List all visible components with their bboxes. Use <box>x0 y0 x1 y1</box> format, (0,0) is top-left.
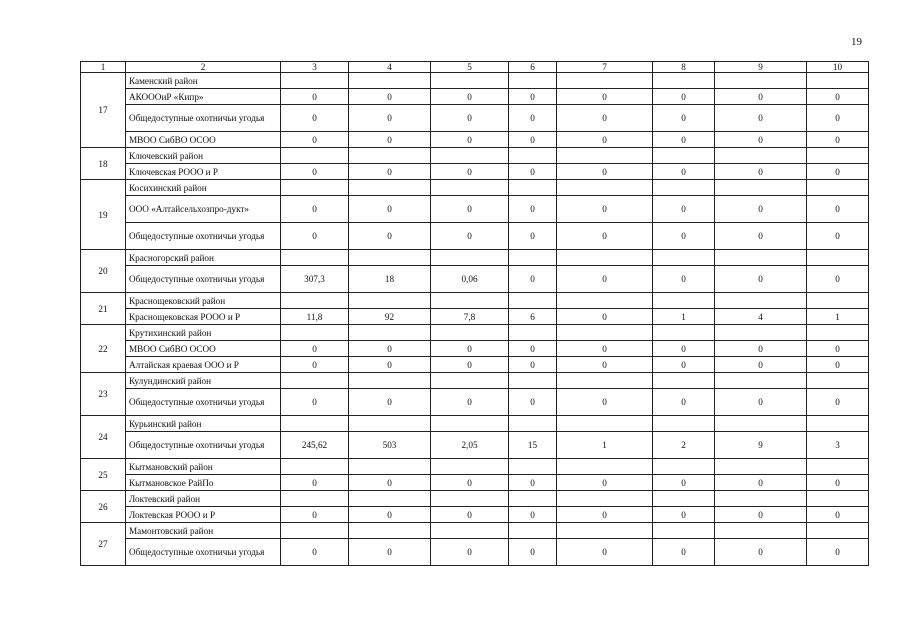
value-cell: 0 <box>281 389 349 416</box>
value-cell: 0 <box>557 223 653 250</box>
empty-cell <box>557 491 653 507</box>
value-cell: 0 <box>349 89 431 105</box>
row-number: 21 <box>81 293 126 325</box>
district-name: Ключевский район <box>126 148 281 164</box>
value-cell: 0 <box>509 196 557 223</box>
empty-cell <box>557 180 653 196</box>
value-cell: 92 <box>349 309 431 325</box>
value-cell: 0 <box>557 196 653 223</box>
empty-cell <box>431 523 509 539</box>
value-cell: 0 <box>807 89 869 105</box>
table-row <box>81 105 869 132</box>
value-cell: 0 <box>715 164 807 180</box>
value-cell: 0 <box>349 475 431 491</box>
empty-cell <box>509 180 557 196</box>
value-cell: 0 <box>349 196 431 223</box>
value-cell: 0 <box>431 132 509 148</box>
empty-cell <box>653 416 715 432</box>
column-header: 3 <box>281 62 349 73</box>
value-cell: 0 <box>653 539 715 566</box>
empty-cell <box>653 73 715 89</box>
table-row <box>81 223 869 250</box>
table-row <box>81 357 869 373</box>
empty-cell <box>653 148 715 164</box>
district-row <box>81 459 869 475</box>
value-cell: 0 <box>281 539 349 566</box>
empty-cell <box>281 416 349 432</box>
district-row <box>81 73 869 89</box>
value-cell: 0,06 <box>431 266 509 293</box>
empty-cell <box>281 491 349 507</box>
value-cell: 0 <box>281 341 349 357</box>
district-row <box>81 250 869 266</box>
empty-cell <box>431 180 509 196</box>
value-cell: 0 <box>715 389 807 416</box>
organization-name: МВОО СибВО ОСОО <box>126 132 281 148</box>
value-cell: 0 <box>509 475 557 491</box>
header-row <box>81 62 869 73</box>
value-cell: 0 <box>715 539 807 566</box>
value-cell: 0 <box>509 132 557 148</box>
value-cell: 0 <box>431 475 509 491</box>
district-row <box>81 491 869 507</box>
empty-cell <box>281 250 349 266</box>
value-cell: 0 <box>509 105 557 132</box>
value-cell: 0 <box>557 475 653 491</box>
empty-cell <box>509 523 557 539</box>
value-cell: 0 <box>557 266 653 293</box>
district-row <box>81 416 869 432</box>
value-cell: 0 <box>807 357 869 373</box>
empty-cell <box>509 416 557 432</box>
value-cell: 1 <box>557 432 653 459</box>
value-cell: 0 <box>653 196 715 223</box>
empty-cell <box>715 180 807 196</box>
empty-cell <box>715 416 807 432</box>
value-cell: 0 <box>431 89 509 105</box>
value-cell: 0 <box>653 223 715 250</box>
row-number: 24 <box>81 416 126 459</box>
district-name: Каменский район <box>126 73 281 89</box>
value-cell: 0 <box>509 266 557 293</box>
table-row <box>81 266 869 293</box>
organization-name: ООО «Алтайсельхозпро-дукт» <box>126 196 281 223</box>
value-cell: 0 <box>557 309 653 325</box>
organization-name: Краснощековская РООО и Р <box>126 309 281 325</box>
value-cell: 0 <box>807 223 869 250</box>
value-cell: 0 <box>509 164 557 180</box>
value-cell: 0 <box>509 389 557 416</box>
column-header: 9 <box>715 62 807 73</box>
value-cell: 0 <box>349 507 431 523</box>
empty-cell <box>557 459 653 475</box>
empty-cell <box>349 491 431 507</box>
district-name: Косихинский район <box>126 180 281 196</box>
value-cell: 0 <box>653 341 715 357</box>
empty-cell <box>509 250 557 266</box>
value-cell: 15 <box>509 432 557 459</box>
value-cell: 0 <box>349 539 431 566</box>
value-cell: 7,8 <box>431 309 509 325</box>
value-cell: 0 <box>557 539 653 566</box>
empty-cell <box>431 73 509 89</box>
empty-cell <box>807 523 869 539</box>
empty-cell <box>715 250 807 266</box>
column-header: 6 <box>509 62 557 73</box>
row-number: 20 <box>81 250 126 293</box>
empty-cell <box>349 459 431 475</box>
value-cell: 0 <box>807 539 869 566</box>
empty-cell <box>653 459 715 475</box>
empty-cell <box>349 293 431 309</box>
value-cell: 2 <box>653 432 715 459</box>
empty-cell <box>281 523 349 539</box>
value-cell: 0 <box>431 389 509 416</box>
row-number: 22 <box>81 325 126 373</box>
empty-cell <box>431 250 509 266</box>
district-name: Мамонтовский район <box>126 523 281 539</box>
value-cell: 11,8 <box>281 309 349 325</box>
empty-cell <box>349 325 431 341</box>
organization-name: Ключевская РООО и Р <box>126 164 281 180</box>
value-cell: 4 <box>715 309 807 325</box>
value-cell: 0 <box>281 357 349 373</box>
empty-cell <box>431 148 509 164</box>
empty-cell <box>431 416 509 432</box>
value-cell: 0 <box>349 164 431 180</box>
value-cell: 9 <box>715 432 807 459</box>
column-header: 7 <box>557 62 653 73</box>
table-row <box>81 507 869 523</box>
empty-cell <box>509 373 557 389</box>
value-cell: 0 <box>557 132 653 148</box>
empty-cell <box>349 180 431 196</box>
empty-cell <box>557 325 653 341</box>
district-name: Кытмановский район <box>126 459 281 475</box>
empty-cell <box>509 325 557 341</box>
empty-cell <box>715 73 807 89</box>
district-row <box>81 293 869 309</box>
empty-cell <box>509 148 557 164</box>
value-cell: 0 <box>807 475 869 491</box>
empty-cell <box>715 523 807 539</box>
empty-cell <box>557 293 653 309</box>
value-cell: 1 <box>807 309 869 325</box>
value-cell: 0 <box>431 357 509 373</box>
district-name: Краснощековский район <box>126 293 281 309</box>
value-cell: 0 <box>509 341 557 357</box>
value-cell: 0 <box>349 389 431 416</box>
empty-cell <box>431 325 509 341</box>
row-number: 27 <box>81 523 126 566</box>
value-cell: 0 <box>557 89 653 105</box>
empty-cell <box>653 180 715 196</box>
empty-cell <box>715 491 807 507</box>
value-cell: 0 <box>349 223 431 250</box>
table-row <box>81 539 869 566</box>
value-cell: 0 <box>807 164 869 180</box>
value-cell: 0 <box>557 389 653 416</box>
district-row <box>81 148 869 164</box>
empty-cell <box>557 416 653 432</box>
value-cell: 0 <box>281 507 349 523</box>
row-number: 23 <box>81 373 126 416</box>
value-cell: 18 <box>349 266 431 293</box>
table-row <box>81 196 869 223</box>
empty-cell <box>807 73 869 89</box>
value-cell: 0 <box>653 266 715 293</box>
value-cell: 0 <box>653 89 715 105</box>
empty-cell <box>281 459 349 475</box>
empty-cell <box>349 523 431 539</box>
empty-cell <box>715 148 807 164</box>
value-cell: 0 <box>653 132 715 148</box>
empty-cell <box>807 325 869 341</box>
empty-cell <box>281 325 349 341</box>
value-cell: 0 <box>715 196 807 223</box>
empty-cell <box>509 73 557 89</box>
value-cell: 0 <box>557 357 653 373</box>
value-cell: 0 <box>509 89 557 105</box>
table-body <box>81 62 869 566</box>
empty-cell <box>349 373 431 389</box>
value-cell: 0 <box>715 266 807 293</box>
value-cell: 0 <box>431 164 509 180</box>
empty-cell <box>281 148 349 164</box>
value-cell: 0 <box>509 539 557 566</box>
value-cell: 0 <box>653 507 715 523</box>
value-cell: 0 <box>349 341 431 357</box>
district-name: Курьинский район <box>126 416 281 432</box>
value-cell: 0 <box>281 223 349 250</box>
empty-cell <box>349 73 431 89</box>
table-row <box>81 309 869 325</box>
row-number: 25 <box>81 459 126 491</box>
empty-cell <box>431 491 509 507</box>
organization-name: Алтайская краевая ООО и Р <box>126 357 281 373</box>
value-cell: 0 <box>715 341 807 357</box>
empty-cell <box>653 250 715 266</box>
value-cell: 0 <box>715 475 807 491</box>
district-name: Красногорский район <box>126 250 281 266</box>
value-cell: 0 <box>281 105 349 132</box>
empty-cell <box>715 325 807 341</box>
organization-name: Кытмановское РайПо <box>126 475 281 491</box>
empty-cell <box>653 491 715 507</box>
value-cell: 0 <box>653 105 715 132</box>
empty-cell <box>349 416 431 432</box>
value-cell: 0 <box>431 105 509 132</box>
organization-name: АКОООиР «Кипр» <box>126 89 281 105</box>
column-header: 8 <box>653 62 715 73</box>
value-cell: 6 <box>509 309 557 325</box>
value-cell: 0 <box>281 132 349 148</box>
empty-cell <box>807 459 869 475</box>
value-cell: 307,3 <box>281 266 349 293</box>
organization-name: Общедоступные охотничьи угодья <box>126 389 281 416</box>
table-row <box>81 164 869 180</box>
empty-cell <box>281 73 349 89</box>
district-row <box>81 180 869 196</box>
empty-cell <box>349 148 431 164</box>
district-name: Кулундинский район <box>126 373 281 389</box>
value-cell: 245,62 <box>281 432 349 459</box>
row-number: 18 <box>81 148 126 180</box>
empty-cell <box>807 180 869 196</box>
empty-cell <box>807 250 869 266</box>
row-number: 26 <box>81 491 126 523</box>
empty-cell <box>557 73 653 89</box>
column-header: 5 <box>431 62 509 73</box>
organization-name: МВОО СибВО ОСОО <box>126 341 281 357</box>
value-cell: 0 <box>431 507 509 523</box>
empty-cell <box>509 293 557 309</box>
value-cell: 0 <box>509 223 557 250</box>
value-cell: 503 <box>349 432 431 459</box>
empty-cell <box>715 373 807 389</box>
value-cell: 0 <box>653 357 715 373</box>
empty-cell <box>653 293 715 309</box>
value-cell: 0 <box>281 164 349 180</box>
value-cell: 0 <box>715 357 807 373</box>
empty-cell <box>349 250 431 266</box>
column-header: 2 <box>126 62 281 73</box>
empty-cell <box>807 373 869 389</box>
value-cell: 0 <box>281 196 349 223</box>
value-cell: 0 <box>557 164 653 180</box>
empty-cell <box>557 523 653 539</box>
empty-cell <box>807 293 869 309</box>
value-cell: 0 <box>715 105 807 132</box>
empty-cell <box>431 459 509 475</box>
value-cell: 0 <box>431 539 509 566</box>
value-cell: 0 <box>281 475 349 491</box>
value-cell: 0 <box>349 357 431 373</box>
value-cell: 0 <box>807 389 869 416</box>
organization-name: Общедоступные охотничьи угодья <box>126 105 281 132</box>
value-cell: 0 <box>557 105 653 132</box>
empty-cell <box>557 250 653 266</box>
value-cell: 0 <box>653 164 715 180</box>
value-cell: 0 <box>281 89 349 105</box>
value-cell: 3 <box>807 432 869 459</box>
table-row <box>81 132 869 148</box>
empty-cell <box>715 459 807 475</box>
value-cell: 0 <box>431 223 509 250</box>
value-cell: 0 <box>807 266 869 293</box>
value-cell: 0 <box>715 89 807 105</box>
value-cell: 0 <box>807 132 869 148</box>
empty-cell <box>431 373 509 389</box>
empty-cell <box>557 148 653 164</box>
row-number: 17 <box>81 73 126 148</box>
empty-cell <box>509 459 557 475</box>
empty-cell <box>509 491 557 507</box>
district-row <box>81 523 869 539</box>
table-row <box>81 432 869 459</box>
district-row <box>81 373 869 389</box>
organization-name: Общедоступные охотничьи угодья <box>126 432 281 459</box>
table-row <box>81 89 869 105</box>
value-cell: 0 <box>715 223 807 250</box>
district-row <box>81 325 869 341</box>
empty-cell <box>557 373 653 389</box>
table-row <box>81 475 869 491</box>
empty-cell <box>715 293 807 309</box>
empty-cell <box>807 416 869 432</box>
value-cell: 0 <box>807 196 869 223</box>
value-cell: 0 <box>807 507 869 523</box>
value-cell: 2,05 <box>431 432 509 459</box>
organization-name: Общедоступные охотничьи угодья <box>126 539 281 566</box>
table-row <box>81 389 869 416</box>
value-cell: 0 <box>349 105 431 132</box>
empty-cell <box>281 373 349 389</box>
value-cell: 0 <box>653 389 715 416</box>
value-cell: 0 <box>653 475 715 491</box>
value-cell: 0 <box>349 132 431 148</box>
district-name: Крутихинский район <box>126 325 281 341</box>
value-cell: 0 <box>807 341 869 357</box>
value-cell: 0 <box>509 357 557 373</box>
organization-name: Общедоступные охотничьи угодья <box>126 266 281 293</box>
empty-cell <box>653 325 715 341</box>
page-number: 19 <box>851 36 862 48</box>
organization-name: Общедоступные охотничьи угодья <box>126 223 281 250</box>
value-cell: 1 <box>653 309 715 325</box>
value-cell: 0 <box>807 105 869 132</box>
empty-cell <box>807 148 869 164</box>
column-header: 10 <box>807 62 869 73</box>
value-cell: 0 <box>431 196 509 223</box>
empty-cell <box>653 373 715 389</box>
column-header: 1 <box>81 62 126 73</box>
value-cell: 0 <box>715 132 807 148</box>
empty-cell <box>807 491 869 507</box>
district-name: Локтевский район <box>126 491 281 507</box>
empty-cell <box>431 293 509 309</box>
empty-cell <box>653 523 715 539</box>
organization-name: Локтевская РООО и Р <box>126 507 281 523</box>
value-cell: 0 <box>715 507 807 523</box>
value-cell: 0 <box>557 507 653 523</box>
table-row <box>81 341 869 357</box>
value-cell: 0 <box>509 507 557 523</box>
value-cell: 0 <box>557 341 653 357</box>
report-table <box>80 61 869 566</box>
value-cell: 0 <box>431 341 509 357</box>
empty-cell <box>281 293 349 309</box>
empty-cell <box>281 180 349 196</box>
column-header: 4 <box>349 62 431 73</box>
row-number: 19 <box>81 180 126 250</box>
